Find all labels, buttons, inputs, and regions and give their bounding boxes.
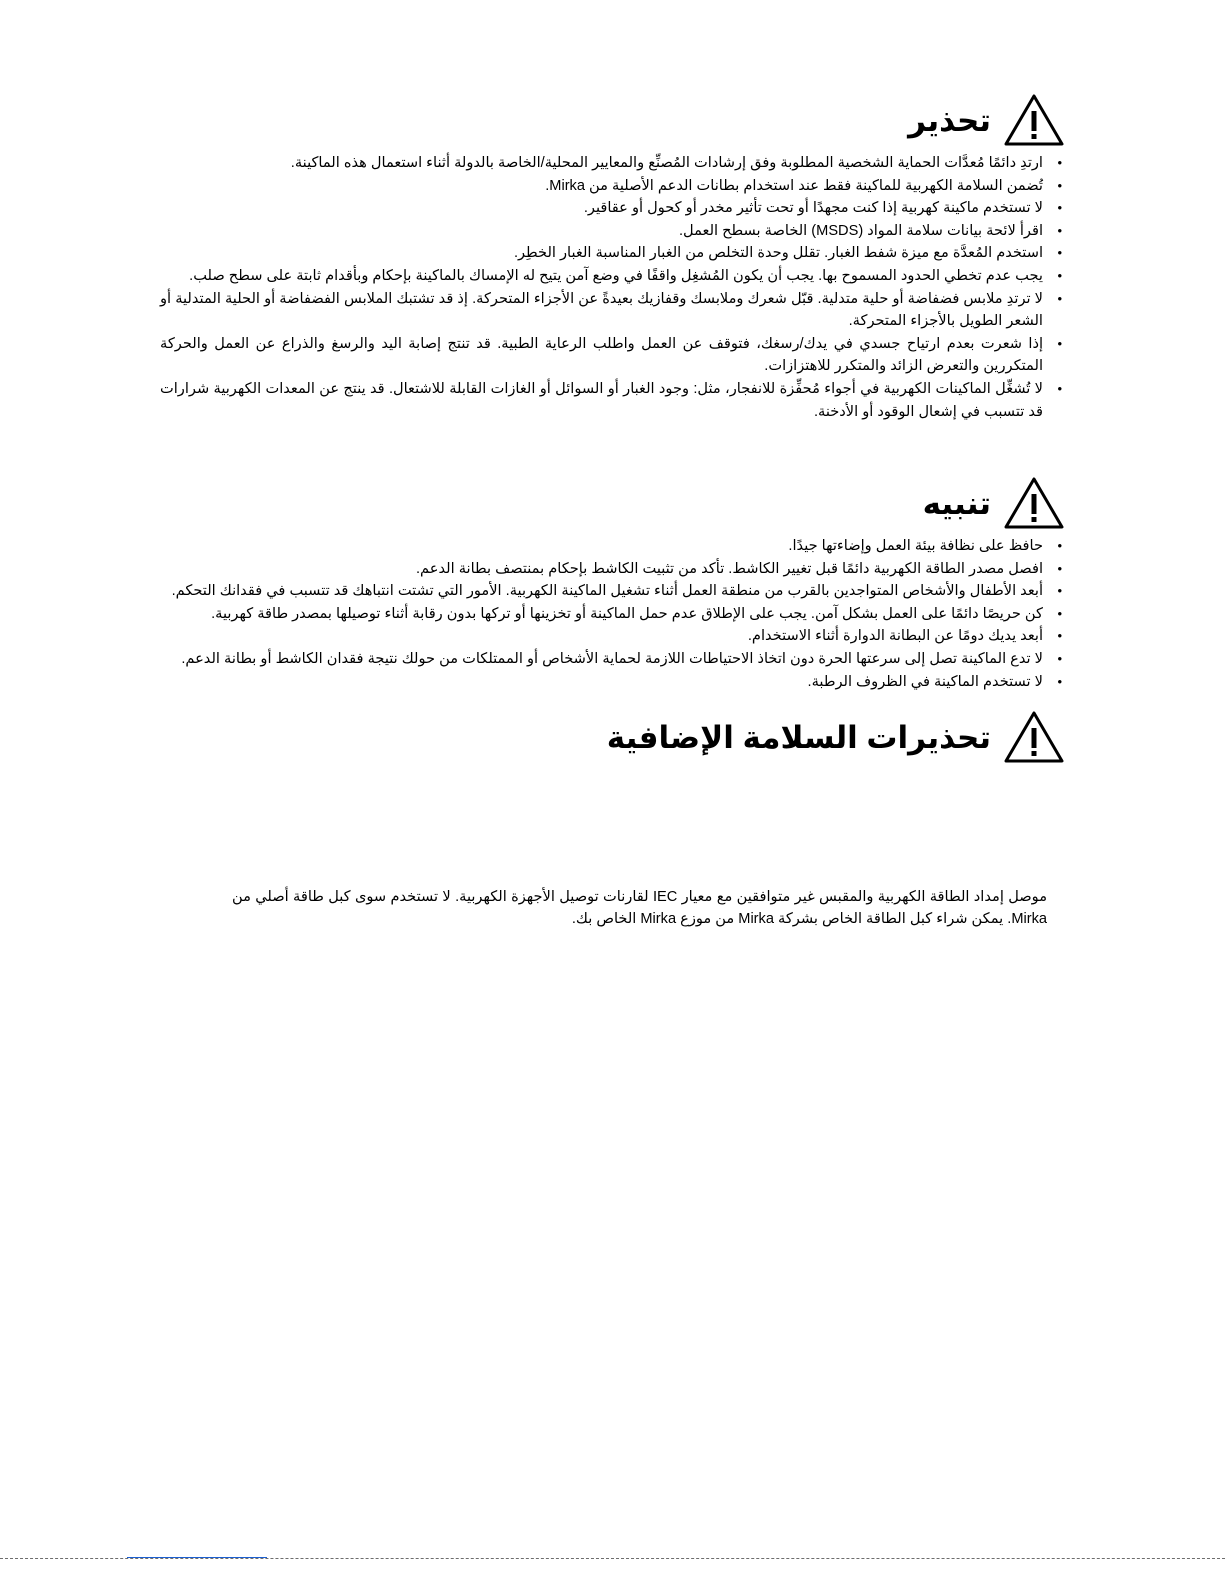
additional-safety-title: تحذيرات السلامة الإضافية bbox=[606, 719, 991, 755]
warning-list bbox=[160, 152, 1065, 423]
list-item: • افصل مصدر الطاقة الكهربية دائمًا قبل تغيير الكاشط. تأكد من تثبيت الكاشط بإحكام بمنتصف بطانة الدعم. bbox=[160, 558, 1065, 581]
caution-section bbox=[160, 475, 1065, 693]
list-item: • تُضمن السلامة الكهربية للماكينة فقط عند استخدام بطانات الدعم الأصلية من Mirka. bbox=[160, 175, 1065, 198]
list-item: • لا تُشغِّل الماكينات الكهربية في أجواء مُحفِّزة للانفجار، مثل: وجود الغبار أو السوائل أو الغازات القابلة للاشتعال. قد ينتج عن المعدات الكهربية شرارات قد تتسبب في إشعال الوقود أو الأدخنة. bbox=[160, 378, 1065, 423]
power-cable-note: موصل إمداد الطاقة الكهربية والمقبس غير متوافقين مع معيار IEC لقارنات توصيل الأجهزة الكهربية. لا تستخدم سوى كبل طاقة أصلي من Mirka. يمكن شراء كبل الطاقة الخاص بشركة Mirka من موزع Mirka الخاص بك. bbox=[232, 888, 1048, 928]
additional-safety-heading bbox=[160, 709, 1065, 765]
list-item: • يجب عدم تخطي الحدود المسموح بها. يجب أن يكون المُشغِل واقفًا في وضع آمن يتيح له الإمساك بالماكينة بإحكام وبأقدام ثابتة على سطح صلب. bbox=[160, 265, 1065, 288]
list-item: • ارتدِ دائمًا مُعدَّات الحماية الشخصية المطلوبة وفق إرشادات المُصنِّع والمعايير المحلية/الخاصة بالدولة أثناء استعمال هذه الماكينة. bbox=[160, 152, 1065, 175]
list-item: • لا ترتدِ ملابس فضفاضة أو حلية متدلية. قبّل شعرك وملابسك وقفازيك بعيدةً عن الأجزاء المتحركة. إذ قد تشتبك الملابس الفضفاضة أو الحلية المتدلية أو الشعر الطويل بالأجزاء المتحركة. bbox=[160, 288, 1065, 333]
list-item: • حافظ على نظافة بيئة العمل وإضاءتها جيدًا. bbox=[160, 535, 1065, 558]
list-item: • إذا شعرت بعدم ارتياح جسدي في يدك/رسغك، فتوقف عن العمل واطلب الرعاية الطبية. قد تنتج إصابة اليد والرسغ والذراع عن العمل والحركة المتكررين والتعرض الزائد والمتكرر للاهتزازات. bbox=[160, 333, 1065, 378]
warning-triangle-icon bbox=[1003, 710, 1065, 764]
warning-section bbox=[160, 92, 1065, 423]
warning-heading bbox=[160, 92, 1065, 148]
warning-triangle-icon bbox=[1003, 476, 1065, 530]
list-item: • لا تستخدم الماكينة في الظروف الرطبة. bbox=[160, 671, 1065, 694]
footer-link-underline bbox=[127, 1557, 267, 1558]
list-item: • كن حريصًا دائمًا على العمل بشكل آمن. يجب على الإطلاق عدم حمل الماكينة أو تخزينها أو تركها بدون رقابة أثناء توصيلها بمصدر طاقة كهربية. bbox=[160, 603, 1065, 626]
list-item: • أبعد الأطفال والأشخاص المتواجدين بالقرب من منطقة العمل أثناء تشغيل الماكينة الكهربية. الأمور التي تشتت انتباهك قد تتسبب في فقدانك التحكم. bbox=[160, 580, 1065, 603]
list-item: • لا تستخدم ماكينة كهربية إذا كنت مجهدًا أو تحت تأثير مخدر أو كحول أو عقاقير. bbox=[160, 197, 1065, 220]
list-item: • لا تدع الماكينة تصل إلى سرعتها الحرة دون اتخاذ الاحتياطات اللازمة لحماية الأشخاص أو الممتلكات من حولك نتيجة فقدان الكاشط أو بطانة الدعم. bbox=[160, 648, 1065, 671]
list-item: • أبعد يديك دومًا عن البطانة الدوارة أثناء الاستخدام. bbox=[160, 625, 1065, 648]
list-item: • اقرأ لائحة بيانات سلامة المواد (MSDS) الخاصة بسطح العمل. bbox=[160, 220, 1065, 243]
additional-safety-section bbox=[160, 709, 1065, 765]
caution-title: تنبيه bbox=[922, 485, 991, 521]
page-footer-divider bbox=[0, 1558, 1225, 1559]
caution-heading bbox=[160, 475, 1065, 531]
list-item: • استخدم المُعدَّة مع ميزة شفط الغبار. تقلل وحدة التخلص من الغبار المناسبة الغبار الخطِر. bbox=[160, 242, 1065, 265]
caution-list bbox=[160, 535, 1065, 693]
warning-title: تحذير bbox=[908, 102, 991, 138]
warning-triangle-icon bbox=[1003, 93, 1065, 147]
